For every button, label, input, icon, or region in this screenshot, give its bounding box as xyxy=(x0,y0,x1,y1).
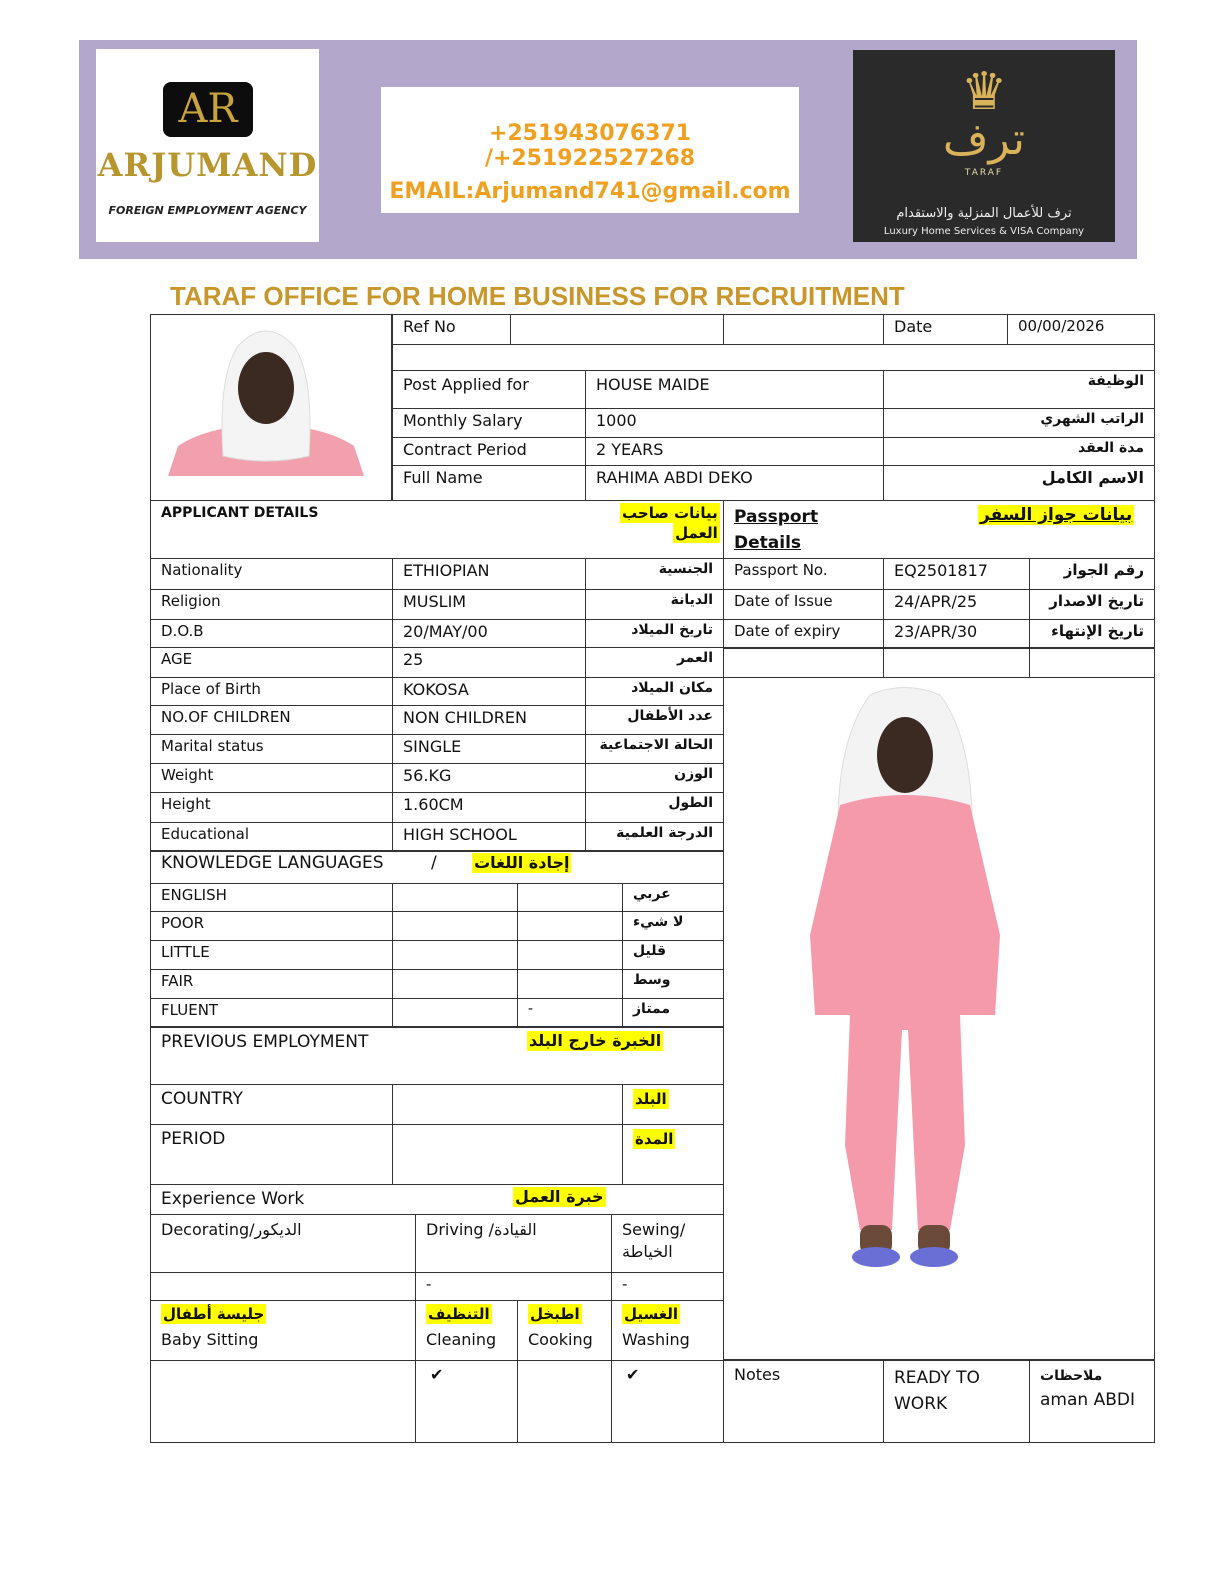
previous-employment-ar-wrap xyxy=(527,1031,663,1051)
cooking-header xyxy=(517,1300,612,1361)
contract-ar: مدة العقد xyxy=(883,437,1155,466)
detail-ar: الوزن xyxy=(585,763,724,793)
language-mid-1[interactable] xyxy=(392,998,518,1028)
taraf-logo-word: TARAF xyxy=(964,168,1004,178)
languages-title-ar: إجادة اللغات xyxy=(474,853,570,872)
salary-label: Monthly Salary xyxy=(392,408,586,438)
detail-ar: الجنسية xyxy=(585,558,724,590)
washing-header xyxy=(611,1300,724,1361)
ref-value[interactable] xyxy=(510,314,724,345)
language-mid-2[interactable] xyxy=(517,911,623,941)
detail-label: Religion xyxy=(150,589,393,620)
washing-ar: الغسيل xyxy=(624,1305,679,1323)
post-label: Post Applied for xyxy=(392,370,586,409)
washing-check-icon[interactable]: ✔ xyxy=(611,1360,724,1443)
crown-icon: ♛ xyxy=(960,62,1008,122)
detail-ar: الحالة الاجتماعية xyxy=(585,734,724,764)
cooking-value[interactable] xyxy=(517,1360,612,1443)
language-mid-2[interactable] xyxy=(517,883,623,912)
taraf-logo-sub-en: Luxury Home Services & VISA Company xyxy=(883,226,1085,237)
arjumand-logo-name: ARJUMAND xyxy=(97,146,318,184)
country-label: COUNTRY xyxy=(150,1084,393,1125)
sewing-label-1: Sewing/ xyxy=(622,1220,686,1239)
detail-ar: الديانة xyxy=(585,589,724,620)
passport-details-en xyxy=(734,504,818,556)
notes-agent-name: aman ABDI xyxy=(1040,1390,1135,1410)
detail-label: D.O.B xyxy=(150,619,393,648)
post-ar: الوظيفة xyxy=(883,370,1155,409)
page-title: TARAF OFFICE FOR HOME BUSINESS FOR RECRUITMENT xyxy=(170,281,905,311)
languages-header xyxy=(150,850,724,884)
language-mid-1[interactable] xyxy=(392,940,518,970)
languages-slash: / xyxy=(430,853,437,873)
detail-value[interactable]: NON CHILDREN xyxy=(392,705,586,735)
detail-label: Marital status xyxy=(150,734,393,764)
detail-ar: مكان الميلاد xyxy=(585,677,724,706)
applicant-headshot xyxy=(168,316,364,476)
driving-label: Driving /القيادة xyxy=(415,1214,612,1273)
name-label: Full Name xyxy=(392,465,586,501)
detail-value[interactable]: ETHIOPIAN xyxy=(392,558,586,590)
passport-label: Date of expiry xyxy=(723,619,884,649)
name-ar: الاسم الكامل xyxy=(883,465,1155,501)
country-ar-cell xyxy=(622,1084,724,1125)
applicant-full-body-photo xyxy=(800,685,1010,1285)
language-label: LITTLE xyxy=(150,940,393,970)
ref-label: Ref No xyxy=(392,314,511,345)
date-label: Date xyxy=(883,314,1008,345)
language-ar: وسط xyxy=(622,969,724,999)
sewing-label-2: الخياطة xyxy=(622,1242,673,1261)
detail-value[interactable]: KOKOSA xyxy=(392,677,586,706)
passport-label: Passport No. xyxy=(723,558,884,590)
previous-employment-title: PREVIOUS EMPLOYMENT xyxy=(161,1032,369,1052)
language-ar: لا شيء xyxy=(622,911,724,941)
detail-ar: تاريخ الميلاد xyxy=(585,619,724,648)
name-value[interactable]: RAHIMA ABDI DEKO xyxy=(585,465,884,501)
experience-title-ar-wrap xyxy=(513,1187,606,1207)
notes-value[interactable] xyxy=(883,1360,1030,1443)
notes-agent xyxy=(1029,1360,1155,1443)
language-mid-1[interactable] xyxy=(392,911,518,941)
period-ar: المدة xyxy=(635,1130,674,1148)
passport-value[interactable]: 23/APR/30 xyxy=(883,619,1030,649)
baby-sitting-en: Baby Sitting xyxy=(161,1330,259,1349)
country-ar: البلد xyxy=(635,1090,667,1108)
language-ar: ممتاز xyxy=(622,998,724,1028)
detail-ar: عدد الأطفال xyxy=(585,705,724,735)
washing-en: Washing xyxy=(622,1330,690,1349)
arjumand-logo-mark: AR xyxy=(163,82,253,137)
baby-sitting-ar: جليسة أطفال xyxy=(163,1305,265,1323)
passport-details-ar: بيانات جواز السفر xyxy=(980,505,1133,525)
taraf-logo-sub-ar: ترف للأعمال المنزلية والاستقدام xyxy=(896,206,1072,221)
previous-employment-title-ar: الخبرة خارج البلد xyxy=(529,1031,662,1050)
driving-value[interactable]: - xyxy=(415,1272,612,1301)
contract-value[interactable]: 2 YEARS xyxy=(585,437,884,466)
passport-details-en-2: Details xyxy=(734,533,802,553)
blank-cell xyxy=(1029,647,1155,678)
passport-label: Date of Issue xyxy=(723,589,884,620)
applicant-details-ar xyxy=(620,503,720,543)
passport-value[interactable]: EQ2501817 xyxy=(883,558,1030,590)
blank-row xyxy=(392,344,1155,371)
detail-value[interactable]: 1.60CM xyxy=(392,792,586,823)
detail-label: NO.OF CHILDREN xyxy=(150,705,393,735)
post-value[interactable]: HOUSE MAIDE xyxy=(585,370,884,409)
detail-value[interactable]: 25 xyxy=(392,647,586,678)
decorating-label: Decorating/الديكور xyxy=(150,1214,416,1273)
blank-cell xyxy=(883,647,1030,678)
detail-label: Height xyxy=(150,792,393,823)
notes-value-1: READY TO xyxy=(894,1368,980,1388)
experience-title: Experience Work xyxy=(161,1189,305,1209)
cleaning-en: Cleaning xyxy=(426,1330,497,1349)
contact-phones: +251943076371 /+251922527268 xyxy=(484,121,696,171)
blank-cell xyxy=(723,314,884,345)
contact-email: EMAIL:Arjumand741@gmail.com xyxy=(389,179,791,204)
decorating-value[interactable] xyxy=(150,1272,416,1301)
language-label: FLUENT xyxy=(150,998,393,1028)
cleaning-check-icon[interactable]: ✔ xyxy=(415,1360,518,1443)
cooking-en: Cooking xyxy=(528,1330,593,1349)
passport-value[interactable]: 24/APR/25 xyxy=(883,589,1030,620)
language-label: FAIR xyxy=(150,969,393,999)
passport-ar: رقم الجواز xyxy=(1029,558,1155,590)
detail-value[interactable]: HIGH SCHOOL xyxy=(392,822,586,852)
taraf-logo-mark: ترف xyxy=(942,114,1026,165)
detail-label: Place of Birth xyxy=(150,677,393,706)
detail-label: AGE xyxy=(150,647,393,678)
period-ar-cell xyxy=(622,1124,724,1185)
detail-label: Nationality xyxy=(150,558,393,590)
date-value[interactable]: 00/00/2026 xyxy=(1007,314,1155,345)
cooking-ar: اطبخل xyxy=(530,1305,580,1323)
notes-ar: ملاحظات xyxy=(1040,1368,1103,1384)
notes-value-2: WORK xyxy=(894,1394,948,1414)
applicant-details-ar-1: بيانات صاحب xyxy=(622,504,718,522)
applicant-details-en: APPLICANT DETAILS xyxy=(161,505,319,521)
passport-details-en-1: Passport xyxy=(734,507,819,527)
period-label: PERIOD xyxy=(150,1124,393,1185)
contract-label: Contract Period xyxy=(392,437,586,466)
cleaning-header xyxy=(415,1300,518,1361)
detail-value[interactable]: SINGLE xyxy=(392,734,586,764)
languages-title: KNOWLEDGE LANGUAGES xyxy=(161,853,384,873)
period-value[interactable] xyxy=(392,1124,623,1185)
language-ar: عربي xyxy=(622,883,724,912)
passport-ar: تاريخ الاصدار xyxy=(1029,589,1155,620)
detail-value[interactable]: MUSLIM xyxy=(392,589,586,620)
sewing-label xyxy=(611,1214,724,1273)
notes-label: Notes xyxy=(723,1360,884,1443)
detail-value[interactable]: 56.KG xyxy=(392,763,586,793)
detail-ar: العمر xyxy=(585,647,724,678)
detail-ar: الطول xyxy=(585,792,724,823)
salary-ar: الراتب الشهري xyxy=(883,408,1155,438)
passport-details-ar-wrap xyxy=(978,505,1134,525)
experience-header xyxy=(150,1184,724,1215)
language-ar: قليل xyxy=(622,940,724,970)
language-mid-2[interactable]: - xyxy=(517,998,623,1028)
blank-cell xyxy=(723,647,884,678)
arjumand-logo-tagline: FOREIGN EMPLOYMENT AGENCY xyxy=(108,204,307,217)
salary-value[interactable]: 1000 xyxy=(585,408,884,438)
baby-sitting-header xyxy=(150,1300,416,1361)
country-value[interactable] xyxy=(392,1084,623,1125)
applicant-details-ar-2: العمل xyxy=(675,524,718,542)
baby-sitting-value[interactable] xyxy=(150,1360,416,1443)
experience-title-ar: خبرة العمل xyxy=(515,1187,604,1206)
detail-ar: الدرجة العلمية xyxy=(585,822,724,852)
language-mid-1[interactable] xyxy=(392,969,518,999)
detail-label: Educational xyxy=(150,822,393,852)
language-mid-2[interactable] xyxy=(517,969,623,999)
detail-value[interactable]: 20/MAY/00 xyxy=(392,619,586,648)
language-mid-1[interactable] xyxy=(392,883,518,912)
language-mid-2[interactable] xyxy=(517,940,623,970)
passport-ar: تاريخ الإنتهاء xyxy=(1029,619,1155,649)
language-label: POOR xyxy=(150,911,393,941)
cleaning-ar: التنظيف xyxy=(428,1305,490,1323)
sewing-value[interactable]: - xyxy=(611,1272,724,1301)
detail-label: Weight xyxy=(150,763,393,793)
language-label: ENGLISH xyxy=(150,883,393,912)
